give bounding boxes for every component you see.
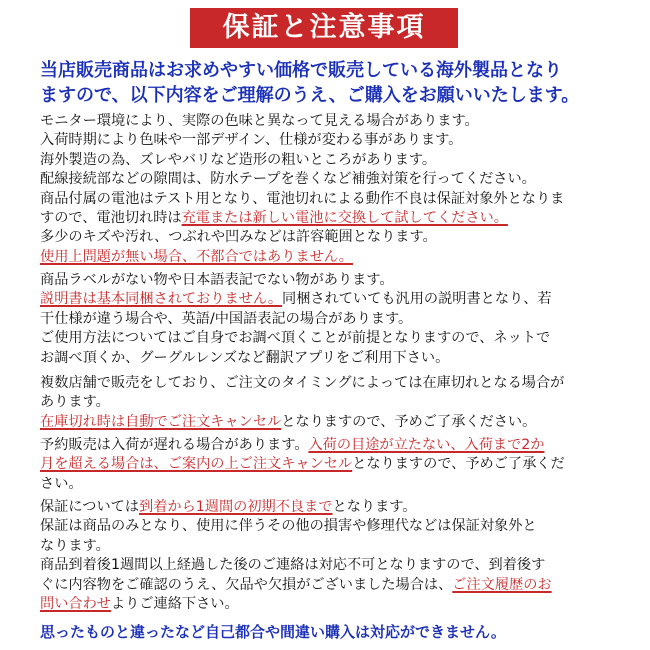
preorder-notes-section bbox=[40, 436, 620, 494]
text-line: 保証は商品のみとなり、使用に伴うその他の損害や修理代などは保証対象外と bbox=[40, 518, 537, 535]
manual-warning: 説明書は基本同梱されておりません。 bbox=[40, 291, 283, 308]
preorder-warning: 月を超える場合は、ご案内の上ご注文キャンセル bbox=[40, 456, 353, 473]
text-segment: 予約販売は入荷が遅れる場合があります。 bbox=[40, 437, 309, 453]
text-line: 配線接続部などの隙間は、防水テープを巻くなど補強対策を行ってください。 bbox=[40, 171, 536, 188]
order-history-link: 問い合わせ bbox=[40, 596, 111, 613]
usage-warning: 使用上問題が無い場合、不都合ではありません。 bbox=[40, 248, 353, 265]
text-segment: となります。 bbox=[332, 499, 417, 515]
lead-text bbox=[40, 58, 620, 108]
text-line: 多少のキズや汚れ、つぶれや凹みなどは許容範囲となります。 bbox=[40, 229, 437, 246]
lead-line: 当店販売商品はお求めやすい価格で販売している海外製品となり bbox=[40, 60, 562, 81]
order-history-link: ご注文履歴のお bbox=[452, 576, 552, 593]
text-line: 入荷時期により色味や一部デザイン、仕様が変わる事があります。 bbox=[40, 132, 463, 149]
text-line: ご使用方法についてはご自身でお調べ頂くことが前提となりますので、ネットで bbox=[40, 330, 551, 347]
text-segment: 同梱されていても汎用の説明書となり、若 bbox=[282, 291, 552, 308]
stock-notes-section bbox=[40, 374, 620, 432]
text-segment: 保証については bbox=[40, 499, 140, 515]
manual-notes-section bbox=[40, 271, 620, 368]
text-line bbox=[40, 413, 620, 432]
text-segment: となりますので、予めご了承くだ bbox=[352, 456, 565, 473]
text-line: 商品付属の電池はテスト用となり、電池切れによる動作不良は保証対象外となりま bbox=[40, 190, 565, 207]
warranty-notes-section bbox=[40, 498, 620, 614]
text-line bbox=[40, 436, 620, 455]
text-segment: ぐに内容物をご確認のうえ、欠品や欠損がございました場合は、 bbox=[40, 576, 453, 593]
text-line: 海外製造の為、ズレやバリなど造形の粗いところがあります。 bbox=[40, 151, 437, 168]
text-segment: すので、電池切れ時は bbox=[40, 210, 182, 227]
cancel-warning: 在庫切れ時は自動でご注文キャンセル bbox=[40, 413, 282, 430]
product-notes-section bbox=[40, 112, 620, 267]
text-line: あります。 bbox=[40, 394, 110, 411]
footer-notice: 思ったものと違ったなど自己都合や間違い購入は対応ができません。 bbox=[40, 623, 506, 641]
text-line: モニター環境により、実際の色味と異なって見える場合があります。 bbox=[40, 113, 479, 129]
battery-warning: 充電または新しい電池に交換して試してください。 bbox=[181, 210, 508, 227]
warranty-period: 到着から1週間の初期不良まで bbox=[139, 499, 333, 515]
text-segment: となりますので、予めご了承ください。 bbox=[281, 413, 537, 430]
page-title: 保証と注意事項 bbox=[190, 8, 458, 48]
text-line bbox=[40, 576, 620, 595]
text-line: 干仕様が違う場合や、英語/中国語表記の場合があります。 bbox=[40, 310, 413, 327]
preorder-warning: 入荷の目途が立たない、入荷まで2か bbox=[308, 437, 545, 453]
lead-line: ますので、以下内容をご理解のうえ、ご購入をお願いいたします。 bbox=[40, 85, 580, 106]
text-line bbox=[40, 290, 620, 309]
text-line bbox=[40, 209, 620, 228]
text-line: さい。 bbox=[40, 475, 83, 492]
text-line bbox=[40, 595, 620, 614]
text-line bbox=[40, 455, 620, 474]
text-line: お調べ頂くか、グーグルレンズなど翻訳アプリをご利用下さい。 bbox=[40, 349, 450, 366]
text-line: 商品ラベルがない物や日本語表記でない物があります。 bbox=[40, 272, 394, 288]
text-line bbox=[40, 248, 620, 267]
text-line bbox=[40, 498, 620, 517]
text-line: 複数店舗で販売をしており、ご注文のタイミングによっては在庫切れとなる場合が bbox=[40, 375, 565, 391]
text-line: 商品到着後1週間以上経過した後のご連絡は対応不可となりますので、到着後す bbox=[40, 557, 546, 574]
text-segment: よりご連絡下さい。 bbox=[110, 596, 239, 613]
text-line: なります。 bbox=[40, 537, 110, 554]
